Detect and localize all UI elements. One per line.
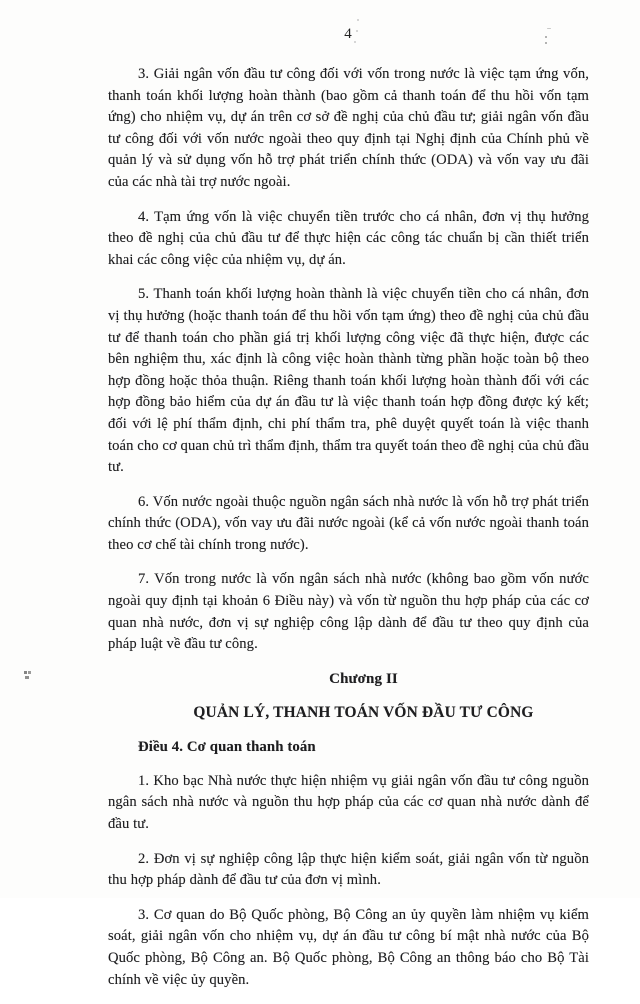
scan-artifact-speck bbox=[547, 28, 551, 29]
page-number: 4 bbox=[344, 26, 352, 42]
page-content bbox=[108, 64, 589, 1004]
article-4-clause-2: 2. Đơn vị sự nghiệp công lập thực hiện kiểm soát, giải ngân vốn từ nguồn thu hợp pháp dành để đầu tư của đơn vị mình. bbox=[108, 850, 589, 889]
scan-artifact-speck bbox=[356, 30, 358, 32]
paragraph-clause-4: 4. Tạm ứng vốn là việc chuyển tiền trước cho cá nhân, đơn vị thụ hưởng theo đề nghị của chủ đầu tư để thực hiện các công tác chuẩn bị cần thiết triển khai các công việc của nhiệm vụ, dự án. bbox=[108, 208, 589, 268]
paragraph-clause-7: 7. Vốn trong nước là vốn ngân sách nhà nước (không bao gồm vốn nước ngoài quy định tại khoản 6 Điều này) và vốn từ nguồn thu hợp pháp của các cơ quan nhà nước, đơn vị sự nghiệp công lập dành để đầu tư theo quy định của pháp luật về đầu tư công. bbox=[108, 571, 589, 653]
article-4-clause-1: 1. Kho bạc Nhà nước thực hiện nhiệm vụ giải ngân vốn đầu tư công nguồn ngân sách nhà nước và nguồn thu hợp pháp của các cơ quan nhà nước dành để đầu tư. bbox=[108, 772, 589, 833]
article-4-heading: Điều 4. Cơ quan thanh toán bbox=[138, 738, 316, 755]
scan-artifact-speck bbox=[545, 42, 547, 44]
chapter-label: Chương II bbox=[329, 670, 398, 687]
paragraph-clause-3: 3. Giải ngân vốn đầu tư công đối với vốn trong nước là việc tạm ứng vốn, thanh toán khối lượng hoàn thành (bao gồm cả thanh toán để thu hồi vốn tạm ứng) cho nhiệm vụ, dự án trên cơ sở đề nghị của chủ đầu tư; giải ngân vốn đầu tư công đối với vốn nước ngoài theo quy định tại Nghị định của Chính phủ về quản lý và sử dụng vốn hỗ trợ phát triển chính thức (ODA) và vốn vay ưu đãi của các nhà tài trợ nước ngoài. bbox=[108, 66, 589, 190]
scan-artifact-smudge bbox=[24, 671, 33, 679]
article-4-clause-3: 3. Cơ quan do Bộ Quốc phòng, Bộ Công an ủy quyền làm nhiệm vụ kiểm soát, giải ngân vốn cho nhiệm vụ, dự án đầu tư công bí mật nhà nước của Bộ Quốc phòng, Bộ Công an. Bộ Quốc phòng, Bộ Công an thông báo cho Bộ Tài chính về việc ủy quyền. bbox=[108, 906, 589, 988]
scan-artifact-speck bbox=[545, 36, 547, 38]
scan-artifact-speck bbox=[354, 41, 356, 43]
paragraph-clause-5: 5. Thanh toán khối lượng hoàn thành là việc chuyển tiền cho cá nhân, đơn vị thụ hưởng (hoặc thanh toán để thu hồi vốn tạm ứng) theo đề nghị của chủ đầu tư để thanh toán cho phần giá trị khối lượng công việc đã thực hiện, được các bên nghiệm thu, xác định là công việc hoàn thành từng phần hoặc toàn bộ theo hợp đồng hoặc thỏa thuận. Riêng thanh toán khối lượng hoàn thành đối với các hợp đồng bảo hiểm của dự án đầu tư là việc thanh toán hợp đồng được ký kết; đối với lệ phí thẩm định, chi phí thẩm tra, phê duyệt quyết toán là việc thanh toán cho cơ quan chủ trì thẩm định, thẩm tra quyết toán theo đề nghị của chủ đầu tư. bbox=[108, 286, 589, 476]
chapter-title: QUẢN LÝ, THANH TOÁN VỐN ĐẦU TƯ CÔNG bbox=[193, 703, 534, 721]
scan-artifact-speck bbox=[357, 19, 359, 21]
paragraph-clause-6: 6. Vốn nước ngoài thuộc nguồn ngân sách nhà nước là vốn hỗ trợ phát triển chính thức (ODA), vốn vay ưu đãi nước ngoài (kể cả vốn nước ngoài thanh toán theo cơ chế tài chính trong nước). bbox=[108, 493, 589, 553]
